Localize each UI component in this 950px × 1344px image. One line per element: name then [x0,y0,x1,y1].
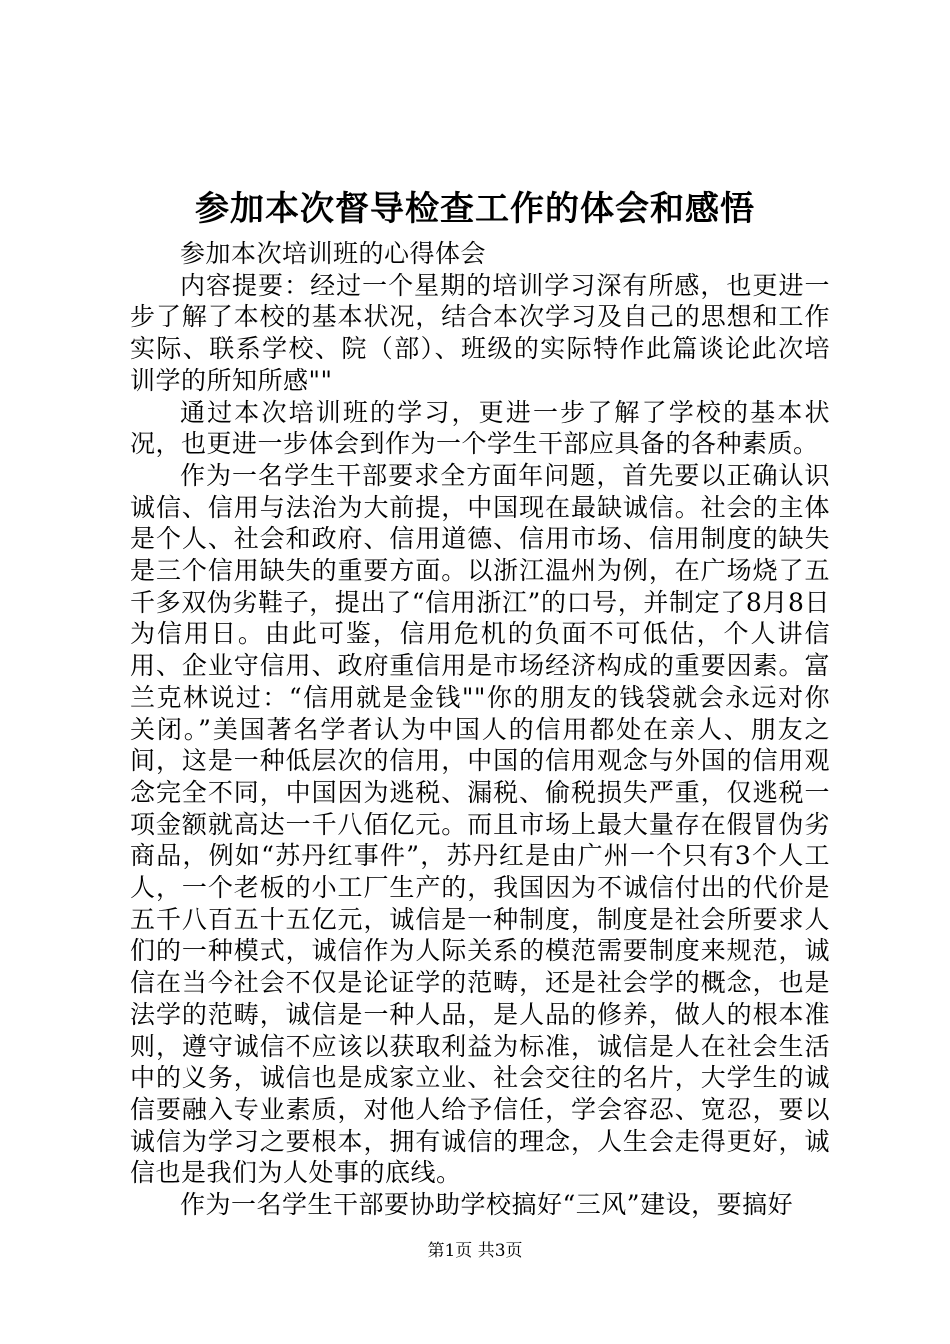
paragraph: 作为一名学生干部要求全方面年问题，首先要以正确认识诚信、信用与法治为大前提，中国现在最缺诚信。社会的主体是个人、社会和政府、信用道德、信用市场、信用制度的缺失是三个信用缺失的重要方面。以浙江温州为例，在广场烧了五千多双伪劣鞋子，提出了“信用浙江”的口号，并制定了8月8日为信用日。由此可鉴，信用危机的负面不可低估，个人讲信用、企业守信用、政府重信用是市场经济构成的重要因素。富兰克林说过：“信用就是金钱""你的朋友的钱袋就会永远对你关闭。”美国著名学者认为中国人的信用都处在亲人、朋友之间，这是一种低层次的信用，中国的信用观念与外国的信用观念完全不同，中国因为逃税、漏税、偷税损失严重，仅逃税一项金额就高达一千八佰亿元。而且市场上最大量存在假冒伪劣商品，例如“苏丹红事件”，苏丹红是由广州一个只有3个人工人，一个老板的小工厂生产的，我国因为不诚信付出的代价是五千八百五十五亿元，诚信是一种制度，制度是社会所要求人们的一种模式，诚信作为人际关系的模范需要制度来规范，诚信在当今社会不仅是论证学的范畴，还是社会学的概念，也是法学的范畴，诚信是一种人品，是人品的修养，做人的根本准则，遵守诚信不应该以获取利益为标准，诚信是人在社会生活中的义务，诚信也是成家立业、社会交往的名片，大学生的诚信要融入专业素质，对他人给予信任，学会容忍、宽忍，要以诚信为学习之要根本，拥有诚信的理念，人生会走得更好，诚信也是我们为人处事的底线。 [130,460,830,1188]
document-body [130,238,830,1221]
paragraph: 内容提要：经过一个星期的培训学习深有所感，也更进一步了解了本校的基本状况，结合本次学习及自己的思想和工作实际、联系学校、院（部）、班级的实际特作此篇谈论此次培训学的所知所感"" [130,270,830,395]
paragraph: 通过本次培训班的学习，更进一步了解了学校的基本状况，也更进一步体会到作为一个学生干部应具备的各种素质。 [130,397,830,459]
paragraph: 参加本次培训班的心得体会 [180,239,487,268]
paragraph: 作为一名学生干部要协助学校搞好“三风”建设，要搞好 [180,1190,794,1220]
page-number-footer: 第1页 共3页 [427,1241,523,1261]
document-title: 参加本次督导检查工作的体会和感悟 [195,189,755,229]
